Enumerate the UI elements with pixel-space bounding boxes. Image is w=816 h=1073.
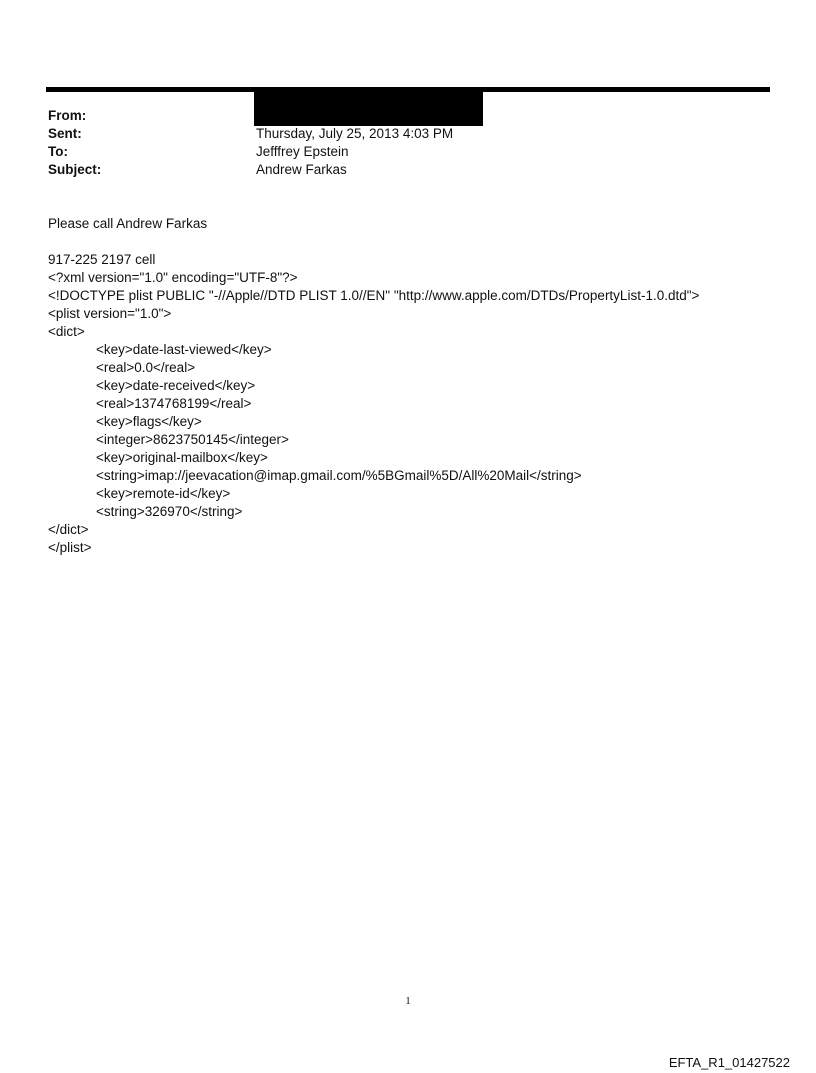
plist-line: <key>date-received</key> [96, 378, 256, 393]
plist-line: <dict> [48, 324, 85, 339]
subject-label: Subject: [48, 162, 102, 177]
subject-value: Andrew Farkas [256, 162, 347, 177]
to-row [48, 143, 748, 161]
plist-line: <key>remote-id</key> [96, 486, 231, 501]
sent-row [48, 125, 748, 143]
plist-line: <plist version="1.0"> [48, 306, 172, 321]
plist-line: </plist> [48, 540, 92, 555]
subject-row [48, 161, 748, 179]
document-id: EFTA_R1_01427522 [668, 1055, 790, 1070]
to-value: Jefffrey Epstein [256, 144, 349, 159]
from-label: From: [48, 108, 87, 123]
spacer [48, 233, 768, 251]
message-line: Please call Andrew Farkas [48, 216, 208, 231]
sent-label: Sent: [48, 126, 82, 141]
plist-line: <key>date-last-viewed</key> [96, 342, 272, 357]
page-number: 1 [405, 995, 411, 1007]
plist-line: <key>original-mailbox</key> [96, 450, 268, 465]
phone-line: 917-225 2197 cell [48, 252, 156, 267]
plist-line: <real>1374768199</real> [96, 396, 252, 411]
plist-line: <?xml version="1.0" encoding="UTF-8"?> [48, 270, 298, 285]
plist-line: <string>326970</string> [96, 504, 243, 519]
email-body [48, 215, 768, 557]
email-header [48, 107, 748, 179]
to-label: To: [48, 144, 68, 159]
plist-line: <real>0.0</real> [96, 360, 196, 375]
plist-line: </dict> [48, 522, 89, 537]
from-row [48, 107, 748, 125]
plist-line: <key>flags</key> [96, 414, 202, 429]
plist-line: <!DOCTYPE plist PUBLIC "-//Apple//DTD PLIST 1.0//EN" "http://www.apple.com/DTDs/PropertyList-1.0.dtd"> [48, 288, 700, 303]
plist-line: <integer>8623750145</integer> [96, 432, 289, 447]
sent-value: Thursday, July 25, 2013 4:03 PM [256, 126, 454, 141]
plist-line: <string>imap://jeevacation@imap.gmail.com/%5BGmail%5D/All%20Mail</string> [96, 468, 582, 483]
